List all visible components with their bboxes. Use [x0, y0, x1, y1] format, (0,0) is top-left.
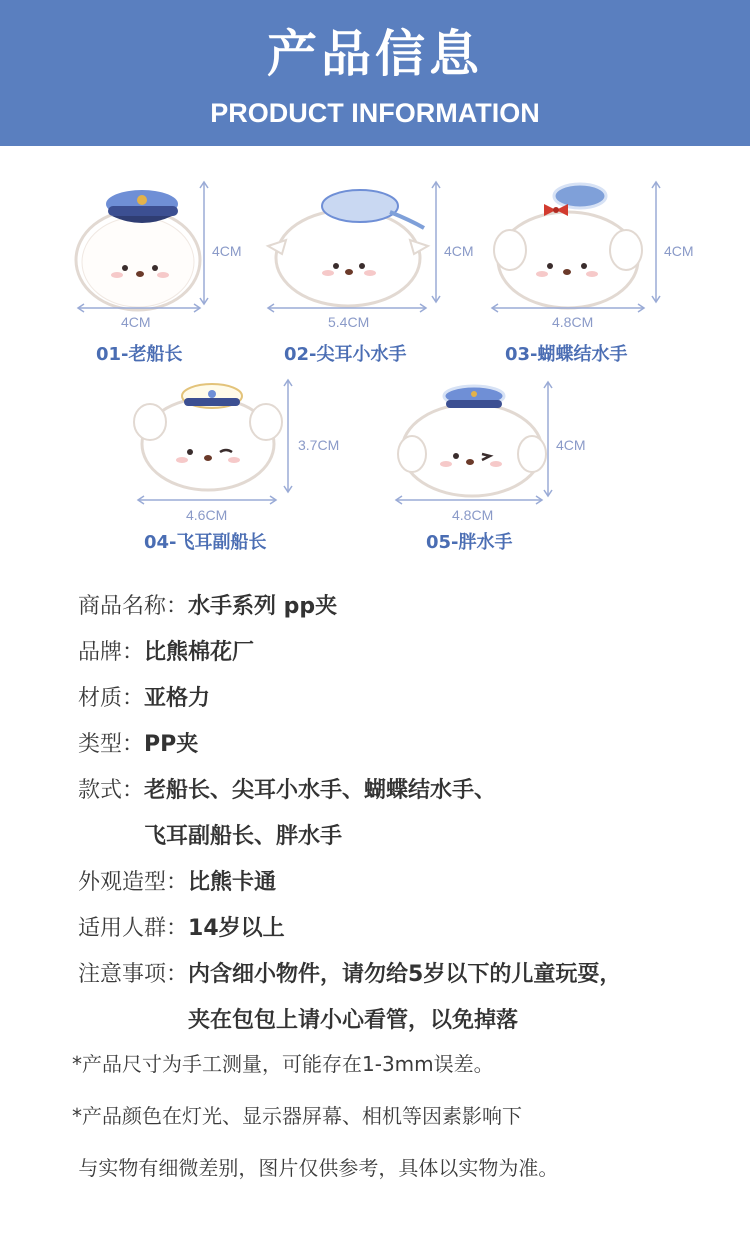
spec-label: 外观造型：	[78, 870, 189, 895]
spec-value: 比熊棉花厂	[144, 640, 255, 665]
spec-value-line: 内含细小物件，请勿给5岁以下的儿童玩耍，	[188, 962, 622, 987]
spec-label: 类型：	[78, 732, 145, 757]
spec-row-styles	[78, 768, 718, 860]
product-caption: 05-胖水手	[426, 532, 513, 553]
note-size: *产品尺寸为手工测量，可能存在1-3mm误差。	[72, 1052, 494, 1076]
width-label: 4CM	[121, 314, 151, 330]
spec-value: 比熊卡通	[188, 870, 277, 895]
page-header	[0, 0, 750, 146]
product-card-03	[480, 170, 740, 370]
spec-row-appearance	[78, 860, 718, 906]
spec-row-name	[78, 584, 718, 630]
product-caption: 02-尖耳小水手	[284, 344, 407, 365]
spec-label: 款式：	[78, 778, 145, 803]
spec-row-audience	[78, 906, 718, 952]
height-label: 4CM	[212, 243, 242, 259]
product-caption: 01-老船长	[96, 344, 183, 365]
spec-value-line: 飞耳副船长、胖水手	[144, 824, 343, 849]
product-caption: 04-飞耳副船长	[144, 532, 267, 553]
height-label: 4CM	[444, 243, 474, 259]
height-label: 4CM	[664, 243, 694, 259]
spec-row-caution	[78, 952, 718, 1044]
product-caption: 03-蝴蝶结水手	[505, 344, 628, 365]
product-card-01	[0, 170, 250, 370]
width-label: 5.4CM	[328, 314, 370, 330]
product-card-04	[120, 370, 380, 560]
product-card-05	[390, 370, 640, 560]
spec-value: PP夹	[144, 732, 199, 757]
spec-value-line: 老船长、尖耳小水手、蝴蝶结水手、	[144, 778, 497, 803]
height-label: 4CM	[556, 437, 586, 453]
spec-label: 材质：	[78, 686, 145, 711]
width-label: 4.8CM	[452, 507, 494, 523]
spec-row-type	[78, 722, 718, 768]
spec-label: 商品名称：	[78, 594, 189, 619]
spec-value: 水手系列 pp夹	[188, 594, 338, 619]
note-reference: 与实物有细微差别，图片仅供参考，具体以实物为准。	[72, 1156, 559, 1180]
spec-value	[144, 768, 496, 860]
note-color: *产品颜色在灯光、显示器屏幕、相机等因素影响下	[72, 1104, 522, 1128]
spec-value-line: 夹在包包上请小心看管，以免掉落	[188, 1008, 519, 1033]
height-label: 3.7CM	[298, 437, 340, 453]
spec-list	[78, 584, 718, 1044]
spec-value: 14岁以上	[188, 916, 285, 941]
spec-label: 适用人群：	[78, 916, 189, 941]
spec-label: 品牌：	[78, 640, 145, 665]
spec-row-brand	[78, 630, 718, 676]
spec-value	[188, 952, 621, 1044]
spec-row-material	[78, 676, 718, 722]
page-subtitle: PRODUCT INFORMATION	[210, 98, 540, 128]
page-title: 产品信息	[267, 25, 483, 83]
product-card-02	[250, 170, 490, 370]
width-label: 4.8CM	[552, 314, 594, 330]
spec-value: 亚格力	[144, 686, 211, 711]
spec-label: 注意事项：	[78, 962, 189, 987]
width-label: 4.6CM	[186, 507, 228, 523]
